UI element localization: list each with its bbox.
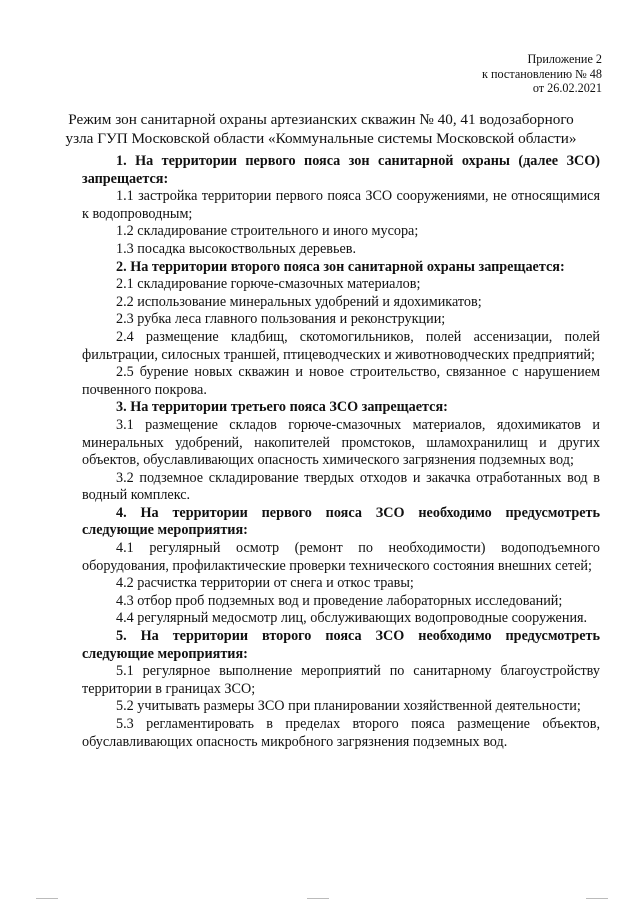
document-body <box>82 153 600 751</box>
section-item: 2.4 размещение кладбищ, скотомогильников, полей ассенизации, полей фильтрации, силосных траншей, птицеводческих и животноводческих предприятий; <box>82 328 600 363</box>
section-heading: 3. На территории третьего пояса ЗСО запрещается: <box>116 399 448 416</box>
document-title <box>40 110 602 148</box>
section-item: 5.1 регулярное выполнение мероприятий по санитарному благоустройству территории в границах ЗСО; <box>82 663 600 697</box>
appendix-date: от 26.02.2021 <box>532 81 602 95</box>
section-item: 4.1 регулярный осмотр (ремонт по необходимости) водоподъемного оборудования, профилактические проверки технического состояния внешних сетей; <box>82 540 600 574</box>
appendix-line: к постановлению № 48 <box>482 66 602 81</box>
section-item: 2.3 рубка леса главного пользования и реконструкции; <box>116 311 446 328</box>
section-item: 4.4 регулярный медосмотр лиц, обслуживающих водопроводные сооружения. <box>116 610 588 627</box>
section-item: 2.5 бурение новых скважин и новое строительство, связанное с нарушением почвенного покрова. <box>82 364 600 398</box>
scan-mark <box>36 898 58 899</box>
section-item: 1.2 складирование строительного и иного мусора; <box>116 223 419 240</box>
section-item: 3.2 подземное складирование твердых отходов и закачка отработанных вод в водный комплекс. <box>82 469 600 504</box>
appendix-line: Приложение 2 <box>527 52 602 66</box>
appendix-note <box>482 52 602 96</box>
section-item: 4.2 расчистка территории от снега и откос травы; <box>116 575 414 592</box>
section-item: 1.1 застройка территории первого пояса ЗСО сооружениями, не относящимися к водопроводным; <box>82 188 600 222</box>
section-item: 3.1 размещение складов горюче-смазочных материалов, ядохимикатов и минеральных удобрений, накопителей промстоков, шламохранилищ и других объектов, обуславливающих опасность химического загрязнения подземных вод; <box>82 416 600 469</box>
section-item: 2.1 складирование горюче-смазочных материалов; <box>116 276 421 293</box>
section-heading: 2. На территории второго пояса зон санитарной охраны запрещается: <box>116 258 565 275</box>
title-line: Режим зон санитарной охраны артезианских скважин № 40, 41 водозаборного <box>68 111 574 128</box>
scan-edge-marks <box>0 898 640 902</box>
section-heading: 5. На территории второго пояса ЗСО необходимо предусмотреть следующие мероприятия: <box>82 628 600 662</box>
title-line: узла ГУП Московской области «Коммунальные системы Московской области» <box>65 130 577 147</box>
section-item: 4.3 отбор проб подземных вод и проведение лабораторных исследований; <box>116 592 563 609</box>
section-heading: 1. На территории первого пояса зон санитарной охраны (далее ЗСО) запрещается: <box>82 153 600 187</box>
section-heading: 4. На территории первого пояса ЗСО необходимо предусмотреть следующие мероприятия: <box>82 504 600 539</box>
section-item: 2.2 использование минеральных удобрений и ядохимикатов; <box>116 293 482 310</box>
section-item: 1.3 посадка высокоствольных деревьев. <box>116 240 357 257</box>
section-item: 5.2 учитывать размеры ЗСО при планировании хозяйственной деятельности; <box>116 698 581 715</box>
section-item: 5.3 регламентировать в пределах второго пояса размещение объектов, обуславливающих опасность микробного загрязнения подземных вод. <box>82 716 600 750</box>
scan-mark <box>307 898 329 899</box>
scan-mark <box>586 898 608 899</box>
